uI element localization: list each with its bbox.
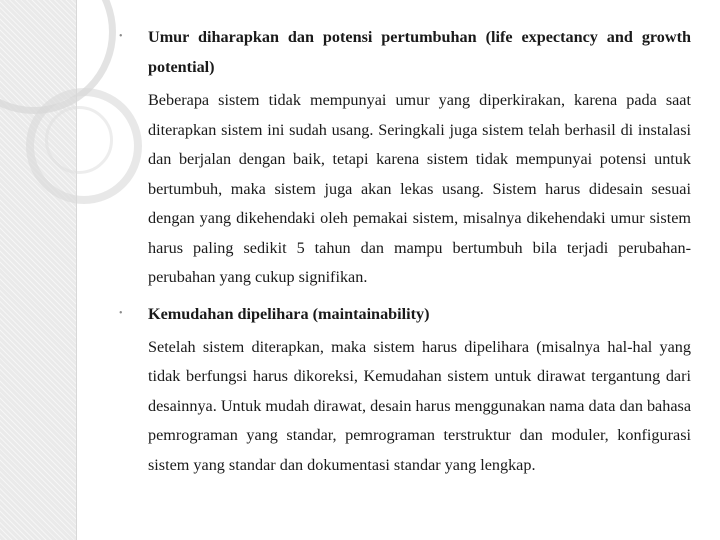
body-paragraph: Beberapa sistem tidak mempunyai umur yang diperkirakan, karena pada saat diterapkan sistem ini sudah usang. Seringkali juga sistem telah berhasil di instalasi dan berjalan dengan baik, tetapi karena sistem tidak mempunyai potensi untuk bertumbuh, maka sistem juga akan lekas usang. Sistem harus didesain sesuai dengan yang dikehendaki oleh pemakai sistem, misalnya dikehendaki umur sistem harus paling sedikit 5 tahun dan mampu bertumbuh bila terjadi perubahan-perubahan yang cukup signifikan.: [148, 91, 691, 286]
bullet-heading-text: Kemudahan dipelihara (maintainability): [148, 304, 430, 323]
bullet-heading: [119, 22, 691, 82]
body-paragraph: Setelah sistem diterapkan, maka sistem harus dipelihara (misalnya hal-hal yang tidak berfungsi harus dikoreksi, Kemudahan sistem untuk dirawat tergantung dari desainnya. Untuk mudah dirawat, desain harus menggunakan nama data dan bahasa pemrograman yang standar, pemrograman terstruktur dan moduler, konfigurasi sistem yang standar dan dokumentasi standar yang lengkap.: [148, 337, 692, 474]
bullet-heading-text: Umur diharapkan dan potensi pertumbuhan (life expectancy and growth potential): [148, 28, 691, 76]
bullet-heading: [119, 299, 691, 329]
slide-content: [119, 22, 691, 480]
bullet-dot-icon: •: [119, 31, 123, 42]
decorative-ring: [45, 106, 113, 174]
bullet-dot-icon: •: [119, 307, 123, 319]
